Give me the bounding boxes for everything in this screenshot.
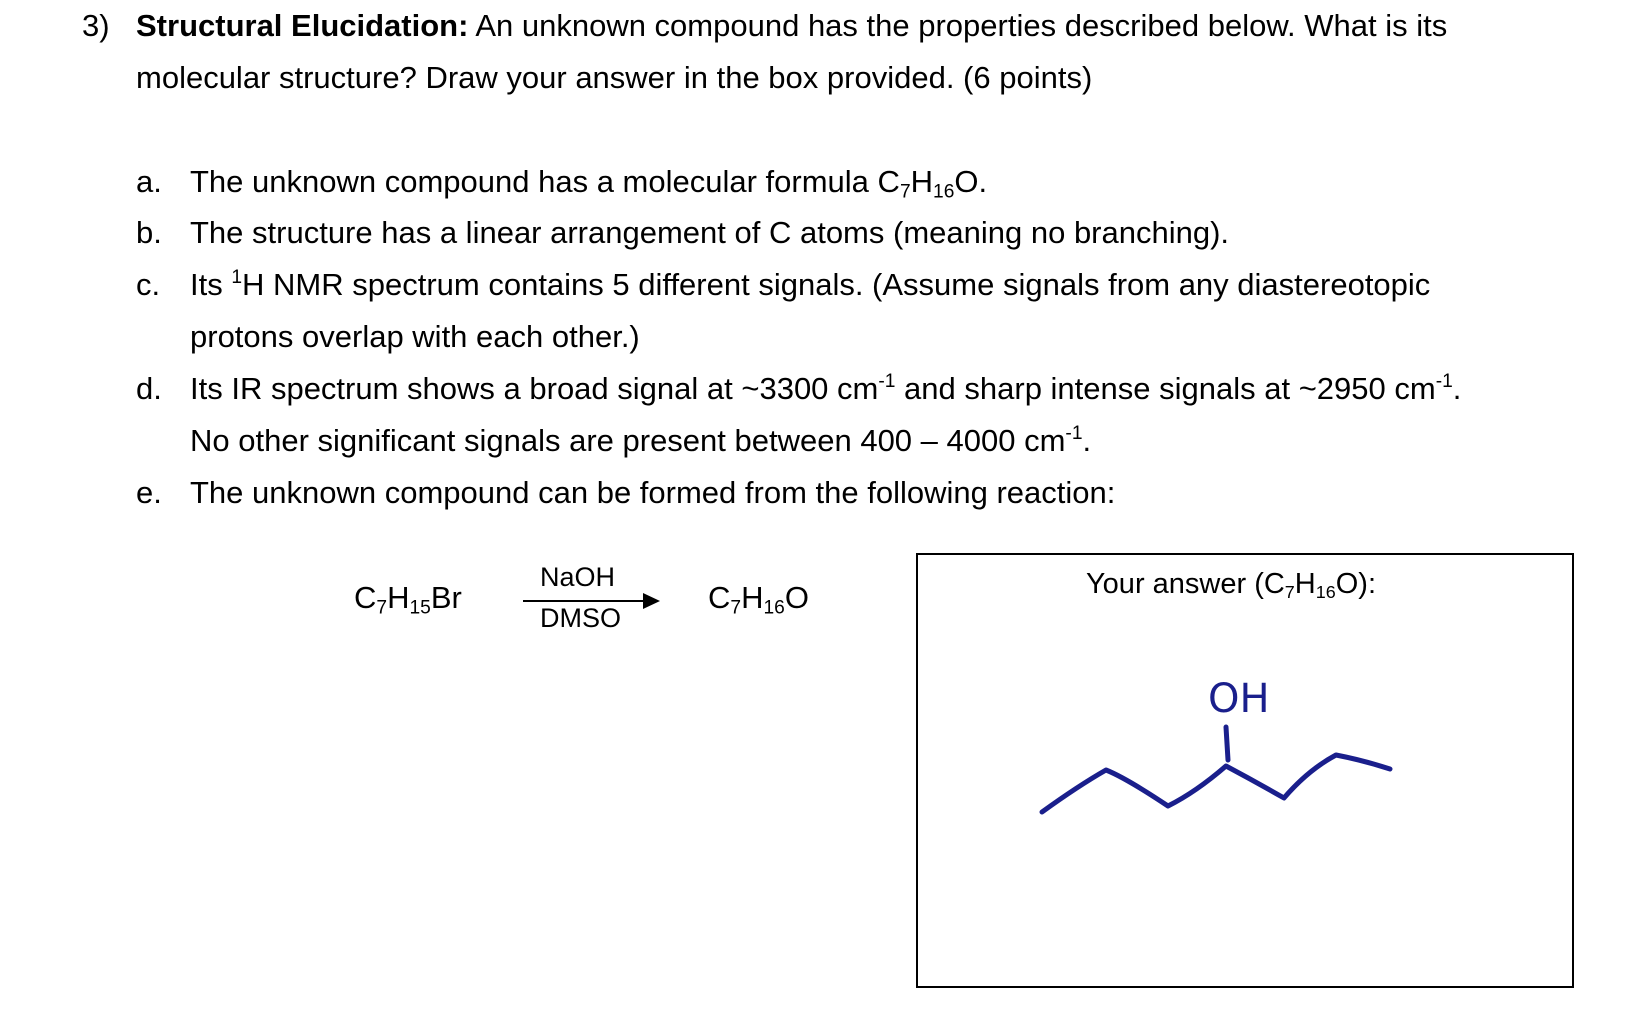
item-d-text: Its IR spectrum shows a broad signal at ~3300 $cm^{-1}$ and sharp intense signals at ~2950 $cm^{-1}$. <box>190 371 1462 406</box>
answer-label: Your answer $(C_7H_{16}O)$: <box>1086 568 1377 603</box>
item-e-text: The unknown compound can be formed from the following reaction: <box>190 475 1116 510</box>
reagent-top: NaOH <box>540 562 616 592</box>
question-text-1: An unknown compound has the properties described below. What is its <box>468 8 1448 43</box>
item-b-letter: b. <box>136 215 162 250</box>
question-line-2: molecular structure? Draw your answer in the box provided. (6 points) <box>136 60 1093 95</box>
reactant-formula: $C_7H_{15}Br$ <box>354 580 462 619</box>
item-c-text-line2: protons overlap with each other.) <box>190 319 640 354</box>
item-d-letter: d. <box>136 371 162 406</box>
question-line-1 <box>136 8 1447 44</box>
reagent-bottom: DMSO <box>540 603 621 633</box>
item-c-text: Its $^1$H NMR spectrum contains 5 different signals. (Assume signals from any diastereotopic <box>190 267 1431 302</box>
question-number: 3) <box>82 8 110 43</box>
drawn-oh-label: OH <box>1208 676 1270 722</box>
answer-box[interactable] <box>916 553 1574 988</box>
item-a-letter: a. <box>136 164 162 199</box>
item-e-letter: e. <box>136 475 162 510</box>
question-title: Structural Elucidation: <box>136 8 469 43</box>
item-b-text: The structure has a linear arrangement of C atoms (meaning no branching). <box>190 215 1230 250</box>
item-d-text-line2: No other significant signals are present between 400 – 4000 $cm^{-1}$. <box>190 423 1092 458</box>
product-formula: $C_7H_{16}O$ <box>708 580 809 619</box>
item-c-letter: c. <box>136 267 161 302</box>
item-a-text: The unknown compound has a molecular formula $C_7H_{16}O$. <box>190 164 988 203</box>
